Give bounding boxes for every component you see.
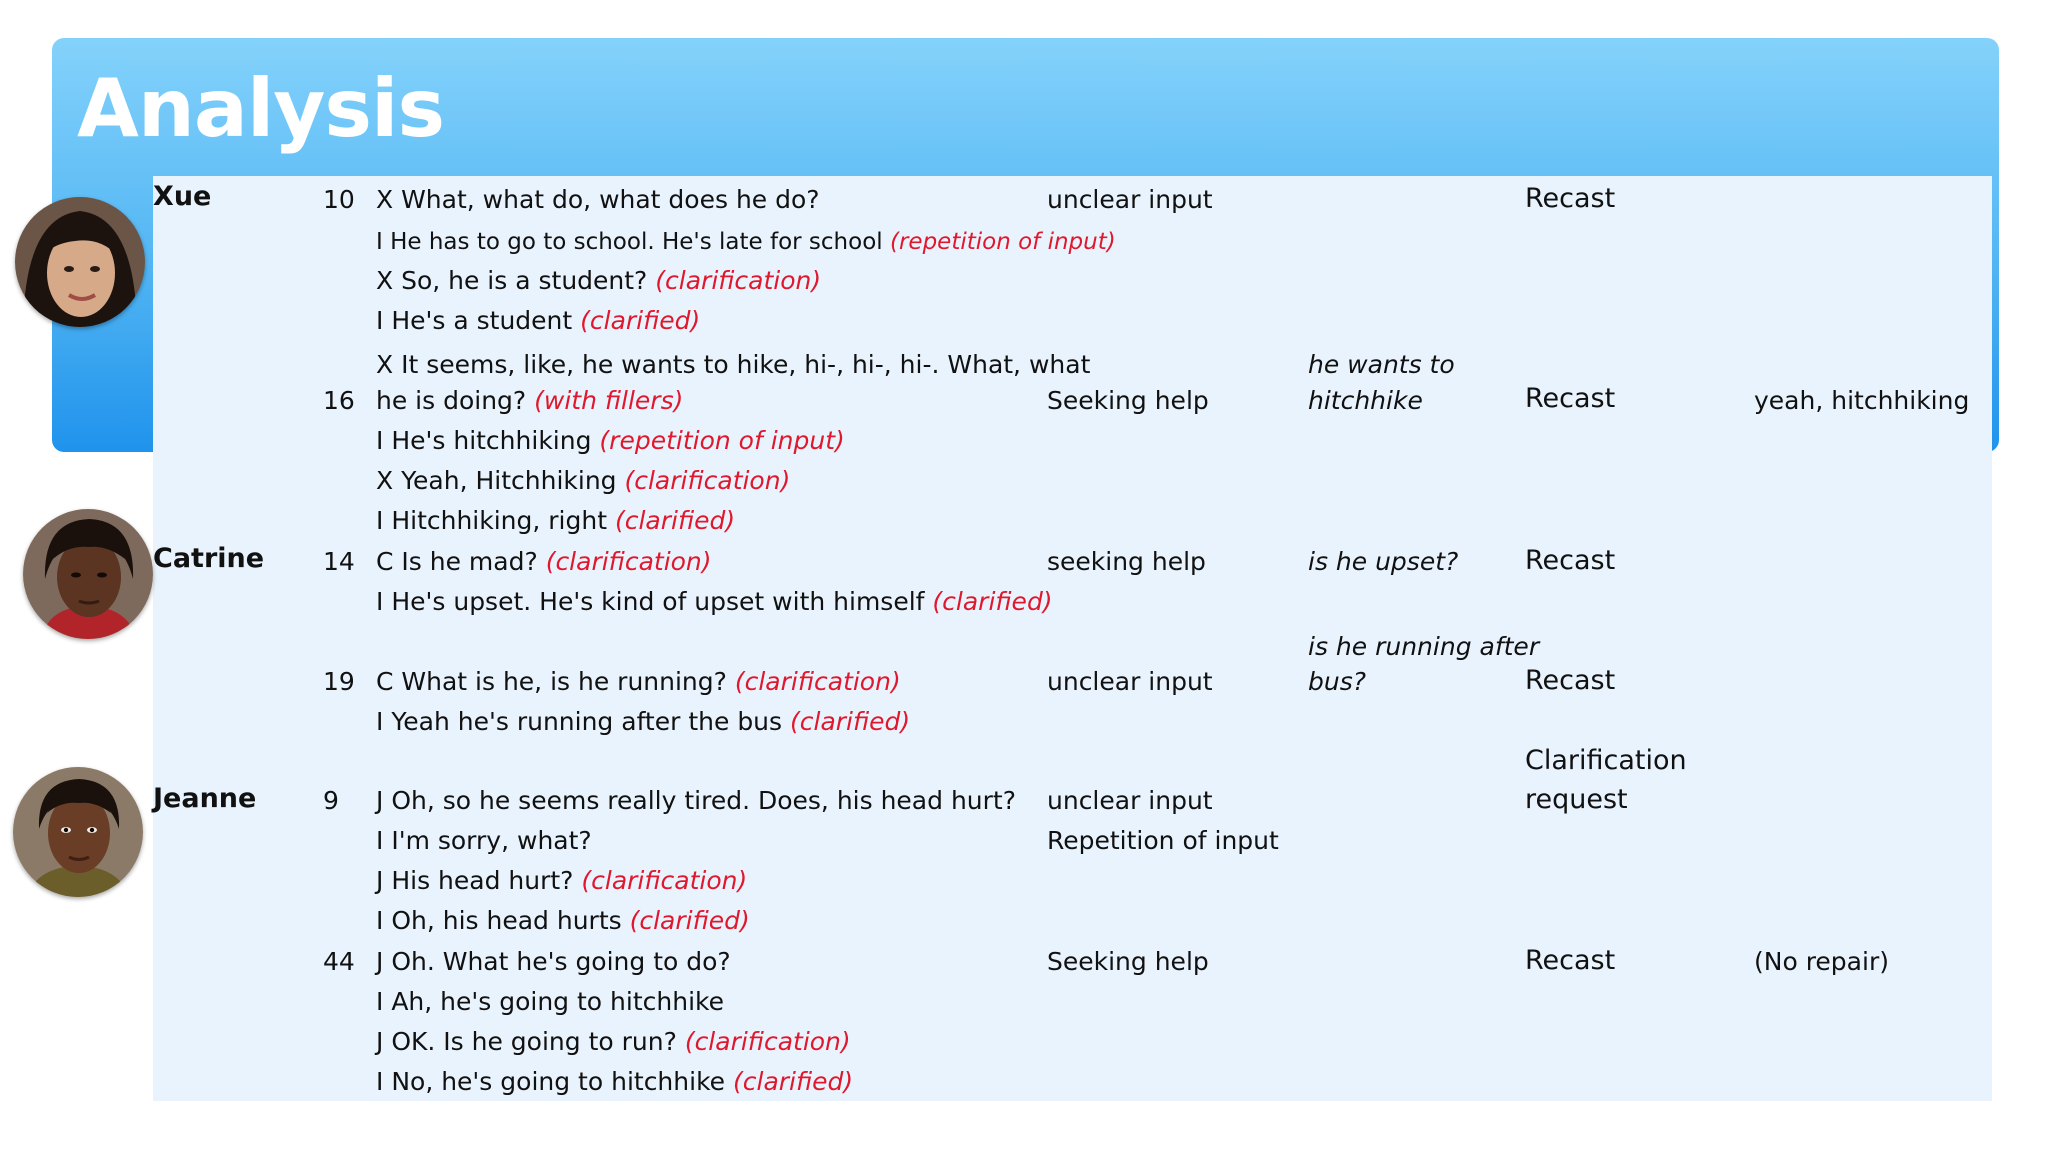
exchange-number: 44: [323, 947, 355, 976]
utterance-annotation: (clarification): [684, 1027, 851, 1056]
trigger-code: seeking help: [1047, 547, 1206, 576]
utterance-annotation: (repetition of input): [889, 229, 1116, 255]
exchange-number: 16: [323, 386, 355, 415]
trigger-code: unclear input: [1047, 786, 1213, 815]
exchange-number: 14: [323, 547, 355, 576]
trigger-code: Seeking help: [1047, 386, 1209, 415]
utterance-text: J Oh. What he's going to do?: [376, 947, 731, 976]
utterance-annotation: (clarified): [614, 506, 736, 535]
utterance-line: [376, 1065, 853, 1099]
utterance-annotation: (clarified): [580, 306, 701, 335]
utterance-text: J His head hurt?: [376, 866, 574, 895]
utterance-text: I Ah, he's going to hitchhike: [376, 987, 724, 1016]
utterance-annotation: (clarification): [655, 266, 822, 295]
feedback-type: request: [1525, 784, 1628, 815]
utterance-text: X What, what do, what does he do?: [376, 185, 820, 214]
utterance-annotation: (clarification): [581, 866, 748, 895]
utterance-text: I He's a student: [376, 306, 573, 335]
utterance-text: I I'm sorry, what?: [376, 826, 592, 855]
utterance-text: I He's hitchhiking: [376, 426, 592, 455]
xue-portrait-icon: [15, 197, 145, 327]
exchange-number: 9: [323, 786, 339, 815]
target-form: is he running after: [1308, 632, 1540, 661]
participant-name: Jeanne: [153, 783, 257, 814]
utterance-line: [376, 945, 731, 979]
utterance-line: [376, 225, 1116, 259]
target-form: he wants to: [1308, 350, 1455, 379]
utterance-annotation: (clarified): [733, 1067, 854, 1096]
utterance-annotation: (clarification): [624, 466, 791, 495]
participant-name: Catrine: [153, 543, 265, 574]
utterance-line: [376, 348, 1090, 382]
utterance-annotation: (clarification): [734, 667, 901, 696]
exchange-number: 10: [323, 185, 355, 214]
utterance-annotation: (clarified): [629, 906, 750, 935]
trigger-code: unclear input: [1047, 185, 1213, 214]
utterance-line: [376, 1025, 851, 1059]
utterance-line: [376, 545, 712, 579]
feedback-type: Recast: [1525, 383, 1616, 414]
exchange-number: 19: [323, 667, 355, 696]
utterance-line: [376, 504, 735, 538]
utterance-text: I He has to go to school. He's late for school: [376, 229, 883, 255]
trigger-code: Repetition of input: [1047, 826, 1279, 855]
utterance-line: [376, 304, 700, 338]
utterance-line: [376, 985, 724, 1019]
feedback-type: Recast: [1525, 183, 1616, 214]
utterance-line: [376, 784, 1016, 818]
jeanne-portrait-icon: [13, 767, 143, 897]
utterance-text: C What is he, is he running?: [376, 667, 727, 696]
utterance-line: [376, 384, 683, 418]
trigger-code: unclear input: [1047, 667, 1213, 696]
utterance-text: I No, he's going to hitchhike: [376, 1067, 726, 1096]
utterance-annotation: (repetition of input): [599, 426, 845, 455]
participant-name: Xue: [153, 181, 212, 212]
utterance-text: C Is he mad?: [376, 547, 538, 576]
target-form: bus?: [1308, 667, 1367, 696]
feedback-type: Recast: [1525, 545, 1616, 576]
utterance-line: [376, 424, 845, 458]
utterance-line: [376, 665, 901, 699]
utterance-line: [376, 585, 1053, 619]
utterance-line: [376, 864, 747, 898]
utterance-text: he is doing?: [376, 386, 527, 415]
trigger-code: Seeking help: [1047, 947, 1209, 976]
utterance-annotation: (clarified): [932, 587, 1053, 616]
utterance-text: J Oh, so he seems really tired. Does, his head hurt?: [376, 786, 1016, 815]
feedback-type: Recast: [1525, 665, 1616, 696]
utterance-text: I He's upset. He's kind of upset with himself: [376, 587, 925, 616]
utterance-text: X So, he is a student?: [376, 266, 648, 295]
utterance-line: [376, 824, 592, 858]
utterance-line: [376, 705, 910, 739]
utterance-annotation: (with fillers): [534, 386, 684, 415]
utterance-line: [376, 264, 821, 298]
repair-outcome: yeah, hitchhiking: [1754, 386, 1970, 415]
utterance-text: I Yeah he's running after the bus: [376, 707, 783, 736]
utterance-text: I Hitchhiking, right: [376, 506, 608, 535]
utterance-text: X It seems, like, he wants to hike, hi-, hi-, hi-. What, what: [376, 350, 1091, 379]
utterance-text: I Oh, his head hurts: [376, 906, 622, 935]
utterance-line: [376, 904, 750, 938]
target-form: hitchhike: [1308, 386, 1423, 415]
utterance-annotation: (clarification): [545, 547, 712, 576]
utterance-text: J OK. Is he going to run?: [376, 1027, 677, 1056]
utterance-line: [376, 183, 820, 217]
slide-title: Analysis: [77, 62, 445, 155]
feedback-type: Clarification: [1525, 745, 1687, 776]
utterance-text: X Yeah, Hitchhiking: [376, 466, 617, 495]
catrine-portrait-icon: [23, 509, 153, 639]
utterance-line: [376, 464, 790, 498]
utterance-annotation: (clarified): [790, 707, 911, 736]
repair-outcome: (No repair): [1754, 947, 1889, 976]
feedback-type: Recast: [1525, 945, 1616, 976]
target-form: is he upset?: [1308, 547, 1459, 576]
